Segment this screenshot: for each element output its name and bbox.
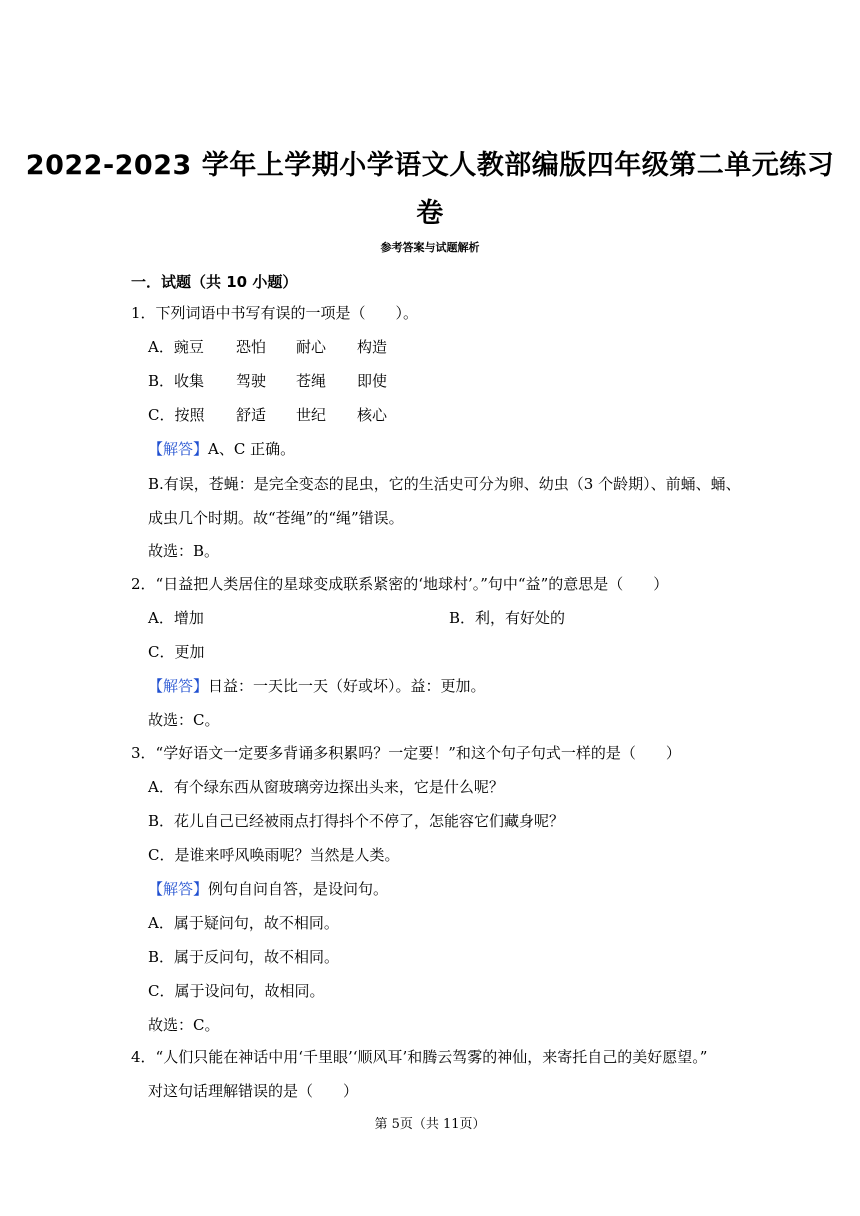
question-1-choice: 故选：B。 [148, 542, 220, 560]
question-3-choice: 故选：C。 [148, 1016, 220, 1034]
question-3-explanation-a: A．属于疑问句，故不相同。 [148, 914, 339, 932]
page-footer: 第 5页（共 11页） [374, 1117, 486, 1132]
section-heading: 一．试题（共 10 小题） [131, 273, 298, 291]
question-1-answer [148, 439, 295, 459]
question-2-answer [148, 676, 486, 696]
question-1-option-a [148, 337, 387, 357]
answer-text: 日益：一天比一天（好或坏）。益：更加。 [208, 677, 486, 695]
question-1-stem: 1．下列词语中书写有误的一项是（ ）。 [131, 304, 419, 322]
option-word: 舒适 [236, 406, 267, 424]
answer-text: 例句自问自答，是设问句。 [208, 880, 389, 898]
question-3-option-b: B．花儿自己已经被雨点打得抖个不停了，怎能容它们藏身呢？ [148, 812, 565, 830]
question-2-option-b: B．利，有好处的 [449, 609, 566, 627]
question-1-option-c [148, 405, 387, 425]
option-word: 耐心 [296, 338, 327, 356]
option-word: 恐怕 [236, 338, 267, 356]
option-word: 核心 [357, 406, 388, 424]
question-2-option-c: C．更加 [148, 643, 205, 661]
question-1-explanation-line-2: 成虫几个时期。故“苍绳”的“绳”错误。 [148, 509, 404, 527]
question-3-stem: 3．“学好语文一定要多背诵多积累吗？一定要！”和这个句子句式一样的是（ ） [131, 744, 681, 762]
option-word: 驾驶 [236, 372, 267, 390]
question-2-choice: 故选：C。 [148, 711, 220, 729]
option-word: 即使 [357, 372, 388, 390]
question-3-option-a: A．有个绿东西从窗玻璃旁边探出头来，它是什么呢？ [148, 778, 504, 796]
question-3-explanation-c: C．属于设问句，故相同。 [148, 982, 325, 1000]
question-1-option-b [148, 371, 387, 391]
question-3-option-c: C．是谁来呼风唤雨呢？当然是人类。 [148, 846, 400, 864]
option-word: 世纪 [296, 406, 327, 424]
question-4-stem-line-1: 4．“人们只能在神话中用‘千里眼’‘顺风耳’和腾云驾雾的神仙，来寄托自己的美好愿望。” [131, 1048, 708, 1066]
answer-tag: 【解答】 [148, 677, 209, 695]
option-word: 苍绳 [296, 372, 327, 390]
answer-tag: 【解答】 [148, 440, 209, 458]
option-word: B．收集 [148, 372, 205, 390]
question-3-explanation-b: B．属于反问句，故不相同。 [148, 948, 340, 966]
answer-text: A、C 正确。 [208, 440, 296, 458]
option-word: 构造 [357, 338, 388, 356]
page-title-continued: 卷 [416, 198, 444, 229]
option-word: C．按照 [148, 406, 205, 424]
page-subtitle: 参考答案与试题解析 [380, 241, 480, 254]
page-title: 2022-2023 学年上学期小学语文人教部编版四年级第二单元练习 [25, 150, 835, 181]
question-4-stem-line-2: 对这句话理解错误的是（ ） [148, 1082, 359, 1100]
question-3-answer [148, 879, 388, 899]
question-2-stem: 2．“日益把人类居住的星球变成联系紧密的‘地球村’。”句中“益”的意思是（ ） [131, 575, 669, 593]
option-word: A．豌豆 [148, 338, 204, 356]
answer-tag: 【解答】 [148, 880, 209, 898]
question-1-explanation-line-1: B.有误，苍蝇：是完全变态的昆虫，它的生活史可分为卵、幼虫（3 个龄期）、前蛹、蛹、 [148, 475, 741, 493]
question-2-option-a: A．增加 [148, 609, 204, 627]
